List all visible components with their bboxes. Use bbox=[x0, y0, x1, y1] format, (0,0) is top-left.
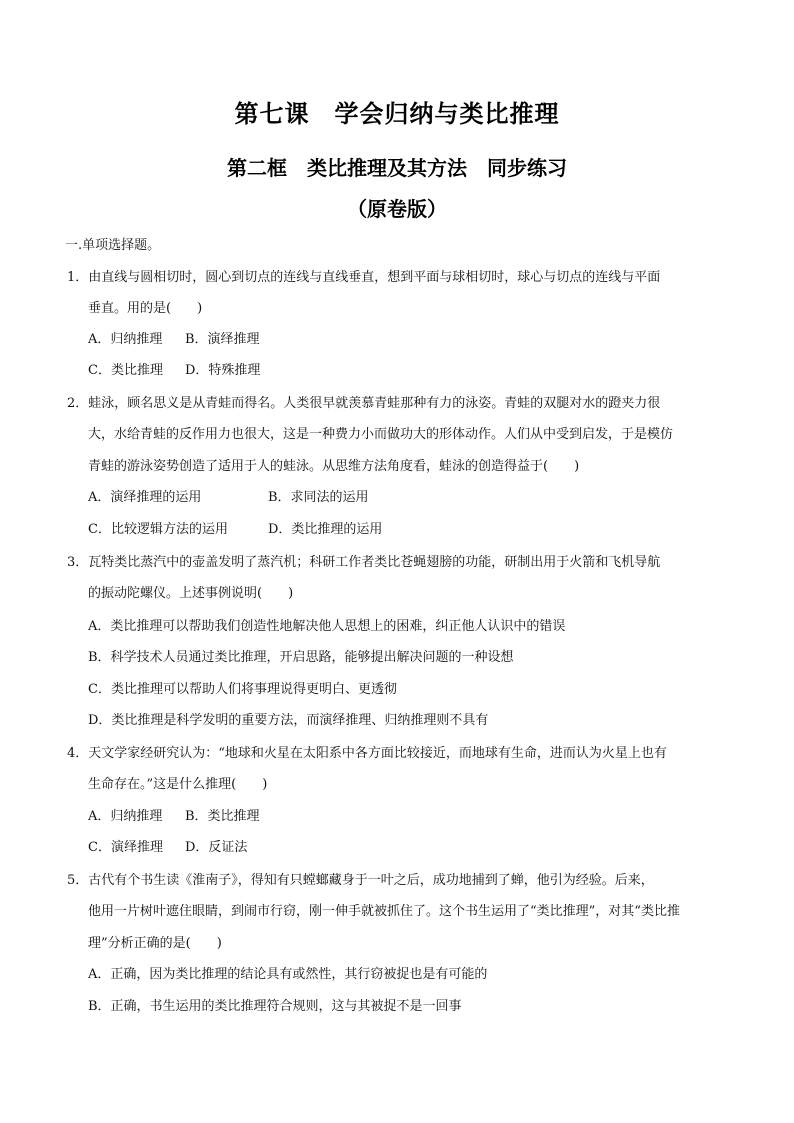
question-2-option-d: D．类比推理的运用 bbox=[268, 522, 383, 537]
question-4-line-2: 生命存在。”这是什么推理( ) bbox=[88, 777, 268, 792]
question-2-line-1: 2．蛙泳，顾名思义是从青蛙而得名。人类很早就羡慕青蛙那种有力的泳姿。青蛙的双腿对水的蹬夹力很 bbox=[67, 396, 661, 411]
question-1-option-d: D．特殊推理 bbox=[185, 363, 261, 378]
document-subtitle: 第二框 类比推理及其方法 同步练习 bbox=[227, 156, 567, 180]
question-4-option-b: B．类比推理 bbox=[185, 809, 260, 824]
document-title: 第七课 学会归纳与类比推理 bbox=[234, 100, 560, 128]
question-2-option-c: C．比较逻辑方法的运用 bbox=[88, 522, 228, 537]
question-3-line-2: 的振动陀螺仪。上述事例说明( ) bbox=[88, 586, 294, 601]
question-4-line-1: 4．天文学家经研究认为：“地球和火星在太阳系中各方面比较接近，而地球有生命，进而认为火星上也有 bbox=[67, 746, 667, 761]
section-heading: 一.单项选择题。 bbox=[65, 238, 161, 253]
question-3-option-a: A．类比推理可以帮助我们创造性地解决他人思想上的困难，纠正他人认识中的错误 bbox=[88, 619, 566, 634]
question-1-option-a: A．归纳推理 bbox=[88, 332, 163, 347]
question-3-line-1: 3．瓦特类比蒸汽中的壶盖发明了蒸汽机；科研工作者类比苍蝇翅膀的功能，研制出用于火箭和飞机导航 bbox=[67, 555, 661, 570]
question-3-option-d: D．类比推理是科学发明的重要方法，而演绎推理、归纳推理则不具有 bbox=[88, 713, 489, 728]
question-5-line-1: 5．古代有个书生读《淮南子》，得知有只螳螂藏身于一叶之后，成功地捕到了蝉，他引为经验。后来， bbox=[67, 873, 654, 888]
question-4-option-c: C．演绎推理 bbox=[88, 840, 163, 855]
question-4-option-d: D．反证法 bbox=[185, 840, 248, 855]
question-2-option-b: B．求同法的运用 bbox=[268, 490, 369, 505]
question-5-option-b: B．正确，书生运用的类比推理符合规则，这与其被捉不是一回事 bbox=[88, 999, 462, 1014]
question-1-option-c: C．类比推理 bbox=[88, 363, 163, 378]
question-1-option-b: B．演绎推理 bbox=[185, 332, 260, 347]
question-5-option-a: A．正确，因为类比推理的结论具有或然性，其行窃被捉也是有可能的 bbox=[88, 967, 488, 982]
question-3-option-c: C．类比推理可以帮助人们将事理说得更明白、更透彻 bbox=[88, 682, 397, 697]
question-5-line-3: 理”分析正确的是( ) bbox=[88, 936, 222, 951]
question-2-option-a: A．演绎推理的运用 bbox=[88, 490, 202, 505]
question-5-line-2: 他用一片树叶遮住眼睛，到闹市行窃，刚一伸手就被抓住了。这个书生运用了“类比推理”，对其“类比推 bbox=[88, 904, 680, 919]
question-2-line-3: 青蛙的游泳姿势创造了适用于人的蛙泳。从思维方法角度看，蛙泳的创造得益于( ) bbox=[88, 459, 580, 474]
question-1-line-1: 1．由直线与圆相切时，圆心到切点的连线与直线垂直，想到平面与球相切时，球心与切点的连线与平面 bbox=[67, 270, 661, 285]
question-1-line-2: 垂直。用的是( ) bbox=[88, 301, 203, 316]
question-2-line-2: 大，水给青蛙的反作用力也很大，这是一种费力小而做功大的形体动作。人们从中受到启发，于是模仿 bbox=[88, 427, 674, 442]
question-3-option-b: B．科学技术人员通过类比推理，开启思路，能够提出解决问题的一种设想 bbox=[88, 650, 514, 665]
document-version: （原卷版） bbox=[347, 197, 447, 221]
question-4-option-a: A．归纳推理 bbox=[88, 809, 163, 824]
